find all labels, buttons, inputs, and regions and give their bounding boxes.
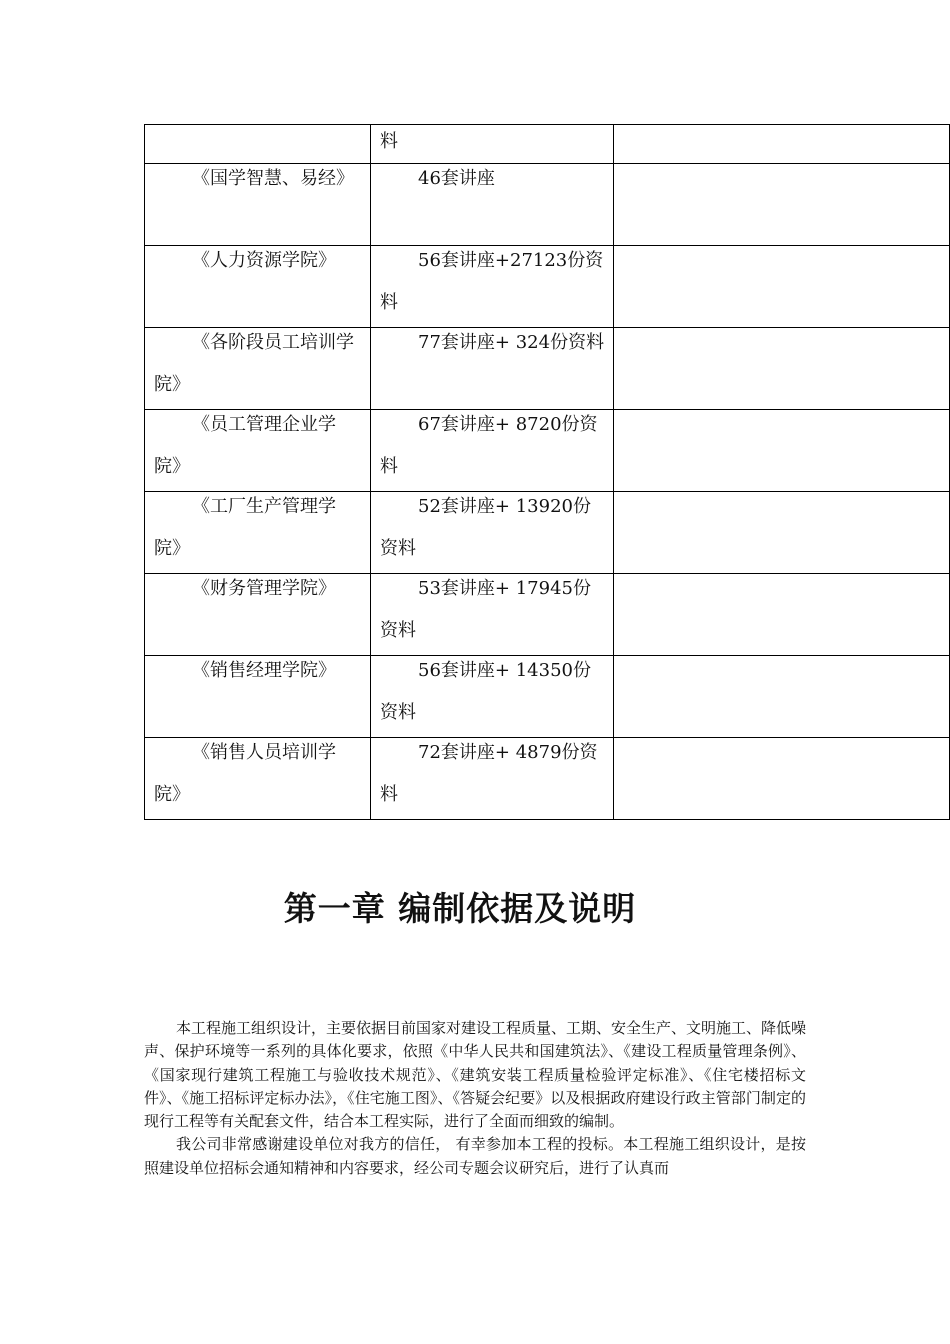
course-name-cell [145, 164, 371, 246]
body-paragraph: 本工程施工组织设计，主要依据目前国家对建设工程质量、工期、安全生产、文明施工、降低噪声、保护环境等一系列的具体化要求，依照《中华人民共和国建筑法》、《建设工程质量管理条例》、《国家现行建筑工程施工与验收技术规范》、《建筑安装工程质量检验评定标准》、《住宅楼招标文件》、《施工招标评定标办法》，《住宅施工图》、《答疑会纪要》以及根据政府建设行政主管部门制定的现行工程等有关配套文件，结合本工程实际，进行了全面而细致的编制。 [144, 1019, 807, 1131]
course-name: 《工厂生产管理学院》 [154, 496, 336, 559]
course-extra-cell [614, 574, 950, 656]
course-amount: 52套讲座+ 13920份资料 [380, 496, 591, 559]
course-amount: 53套讲座+ 17945份资料 [380, 578, 591, 641]
course-name-cell [145, 574, 371, 656]
course-name-cell [145, 246, 371, 328]
course-name: 《销售经理学院》 [192, 660, 336, 681]
course-amount: 67套讲座+ 8720份资料 [380, 414, 598, 477]
course-extra-cell [614, 656, 950, 738]
course-name: 《销售人员培训学院》 [154, 742, 336, 805]
chapter-title: 第一章 编制依据及说明 [283, 889, 637, 928]
table-row [145, 410, 950, 492]
course-amount: 72套讲座+ 4879份资料 [380, 742, 598, 805]
course-extra-cell [614, 328, 950, 410]
course-amount-cell [371, 656, 614, 738]
course-amount-cell [371, 410, 614, 492]
table-row [145, 328, 950, 410]
course-amount: 56套讲座+ 14350份资料 [380, 660, 591, 723]
table-row [145, 738, 950, 820]
course-amount: 46套讲座 [418, 168, 495, 189]
course-name-cell [145, 492, 371, 574]
body-text [144, 1017, 806, 1180]
course-amount: 77套讲座+ 324份资料 [418, 332, 605, 353]
course-name: 《员工管理企业学院》 [154, 414, 336, 477]
course-name: 《财务管理学院》 [192, 578, 336, 599]
course-amount-cell [371, 246, 614, 328]
course-extra-cell [614, 125, 950, 164]
course-amount-cell [371, 492, 614, 574]
course-extra-cell [614, 246, 950, 328]
body-paragraph: 我公司非常感谢建设单位对我方的信任， 有幸参加本工程的投标。本工程施工组织设计，是按照建设单位招标会通知精神和内容要求，经公司专题会议研究后，进行了认真而 [144, 1135, 806, 1177]
course-extra-cell [614, 492, 950, 574]
course-amount: 料 [380, 131, 398, 152]
course-name: 《人力资源学院》 [192, 250, 336, 271]
course-amount-cell [371, 164, 614, 246]
table-row [145, 574, 950, 656]
course-name-cell [145, 328, 371, 410]
course-table [144, 124, 950, 820]
course-name: 《国学智慧、易经》 [192, 168, 354, 189]
course-extra-cell [614, 410, 950, 492]
table-row [145, 492, 950, 574]
course-amount-cell [371, 574, 614, 656]
course-table-body [145, 125, 950, 820]
course-name-cell [145, 738, 371, 820]
course-name-cell [145, 656, 371, 738]
table-row [145, 164, 950, 246]
course-amount: 56套讲座+27123份资料 [380, 250, 604, 313]
course-name-cell [145, 410, 371, 492]
course-amount-cell [371, 328, 614, 410]
course-name: 《各阶段员工培训学院》 [154, 332, 354, 395]
course-amount-cell [371, 738, 614, 820]
table-row [145, 246, 950, 328]
course-extra-cell [614, 164, 950, 246]
course-extra-cell [614, 738, 950, 820]
table-row [145, 656, 950, 738]
